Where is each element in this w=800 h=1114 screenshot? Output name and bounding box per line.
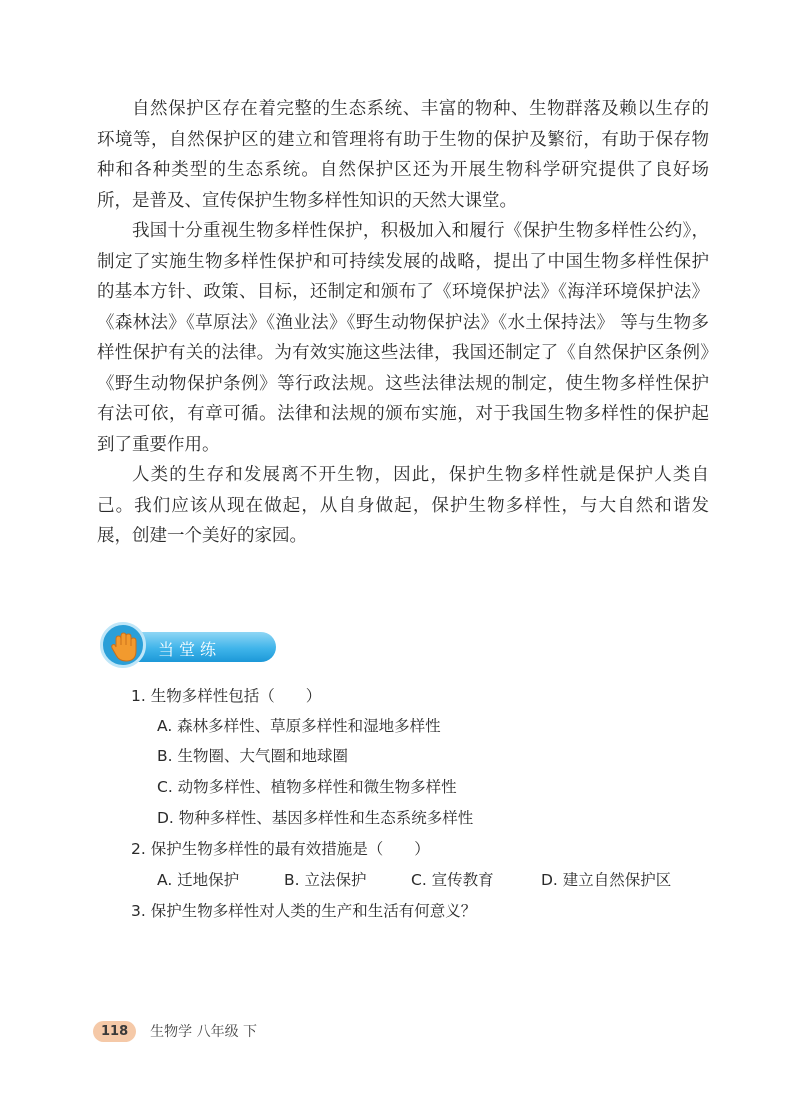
practice-title: 当堂练: [158, 640, 222, 659]
question-2-options: [157, 868, 671, 890]
page-number: 118: [93, 1021, 136, 1042]
paragraph-conclusion: 人类的生存和发展离不开生物，因此，保护生物多样性就是保护人类自己。我们应该从现在做起，从自身做起，保护生物多样性，与大自然和谐发展，创建一个美好的家园。: [97, 465, 709, 546]
body-text: [97, 94, 709, 552]
question-2-option-b: B. 立法保护: [284, 871, 367, 889]
raised-hand-icon: [110, 631, 140, 663]
hand-badge: [100, 622, 146, 668]
question-2: 2. 保护生物多样性的最有效措施是（ ）: [131, 840, 430, 858]
paragraph-legislation: 我国十分重视生物多样性保护，积极加入和履行《保护生物多样性公约》，制定了实施生物多样性保护和可持续发展的战略，提出了中国生物多样性保护的基本方针、政策、目标，还制定和颁布了《环境保护法》《海洋环境保护法》《森林法》《草原法》《渔业法》《野生动物保护法》《水土保持法》 等与生物多样性保护有关的法律。为有效实施这些法律，我国还制定了《自然保护区条例》《野生动物保护条例》等行政法规。这些法律法规的制定，使生物多样性保护有法可依，有章可循。法律和法规的颁布实施，对于我国生物多样性的保护起到了重要作用。: [97, 221, 709, 455]
question-1-option-d: D. 物种多样性、基因多样性和生态系统多样性: [157, 809, 474, 827]
question-3: 3. 保护生物多样性对人类的生产和生活有何意义？: [131, 902, 477, 920]
question-2-option-c: C. 宣传教育: [411, 871, 494, 889]
practice-section-header: [100, 622, 280, 670]
question-1-option-a: A. 森林多样性、草原多样性和湿地多样性: [157, 717, 441, 735]
book-title: 生物学 八年级 下: [150, 1024, 258, 1040]
question-1-option-b: B. 生物圈、大气圈和地球圈: [157, 747, 348, 765]
question-2-option-d: D. 建立自然保护区: [541, 871, 672, 889]
question-2-option-a: A. 迁地保护: [157, 871, 240, 889]
paragraph-nature-reserve: 自然保护区存在着完整的生态系统、丰富的物种、生物群落及赖以生存的环境等，自然保护区的建立和管理将有助于生物的保护及繁衍，有助于保存物种和各种类型的生态系统。自然保护区还为开展生物科学研究提供了良好场所，是普及、宣传保护生物多样性知识的天然大课堂。: [97, 99, 709, 211]
question-1-option-c: C. 动物多样性、植物多样性和微生物多样性: [157, 778, 457, 796]
page-footer: [93, 1019, 257, 1043]
question-1: 1. 生物多样性包括（ ）: [131, 687, 322, 705]
